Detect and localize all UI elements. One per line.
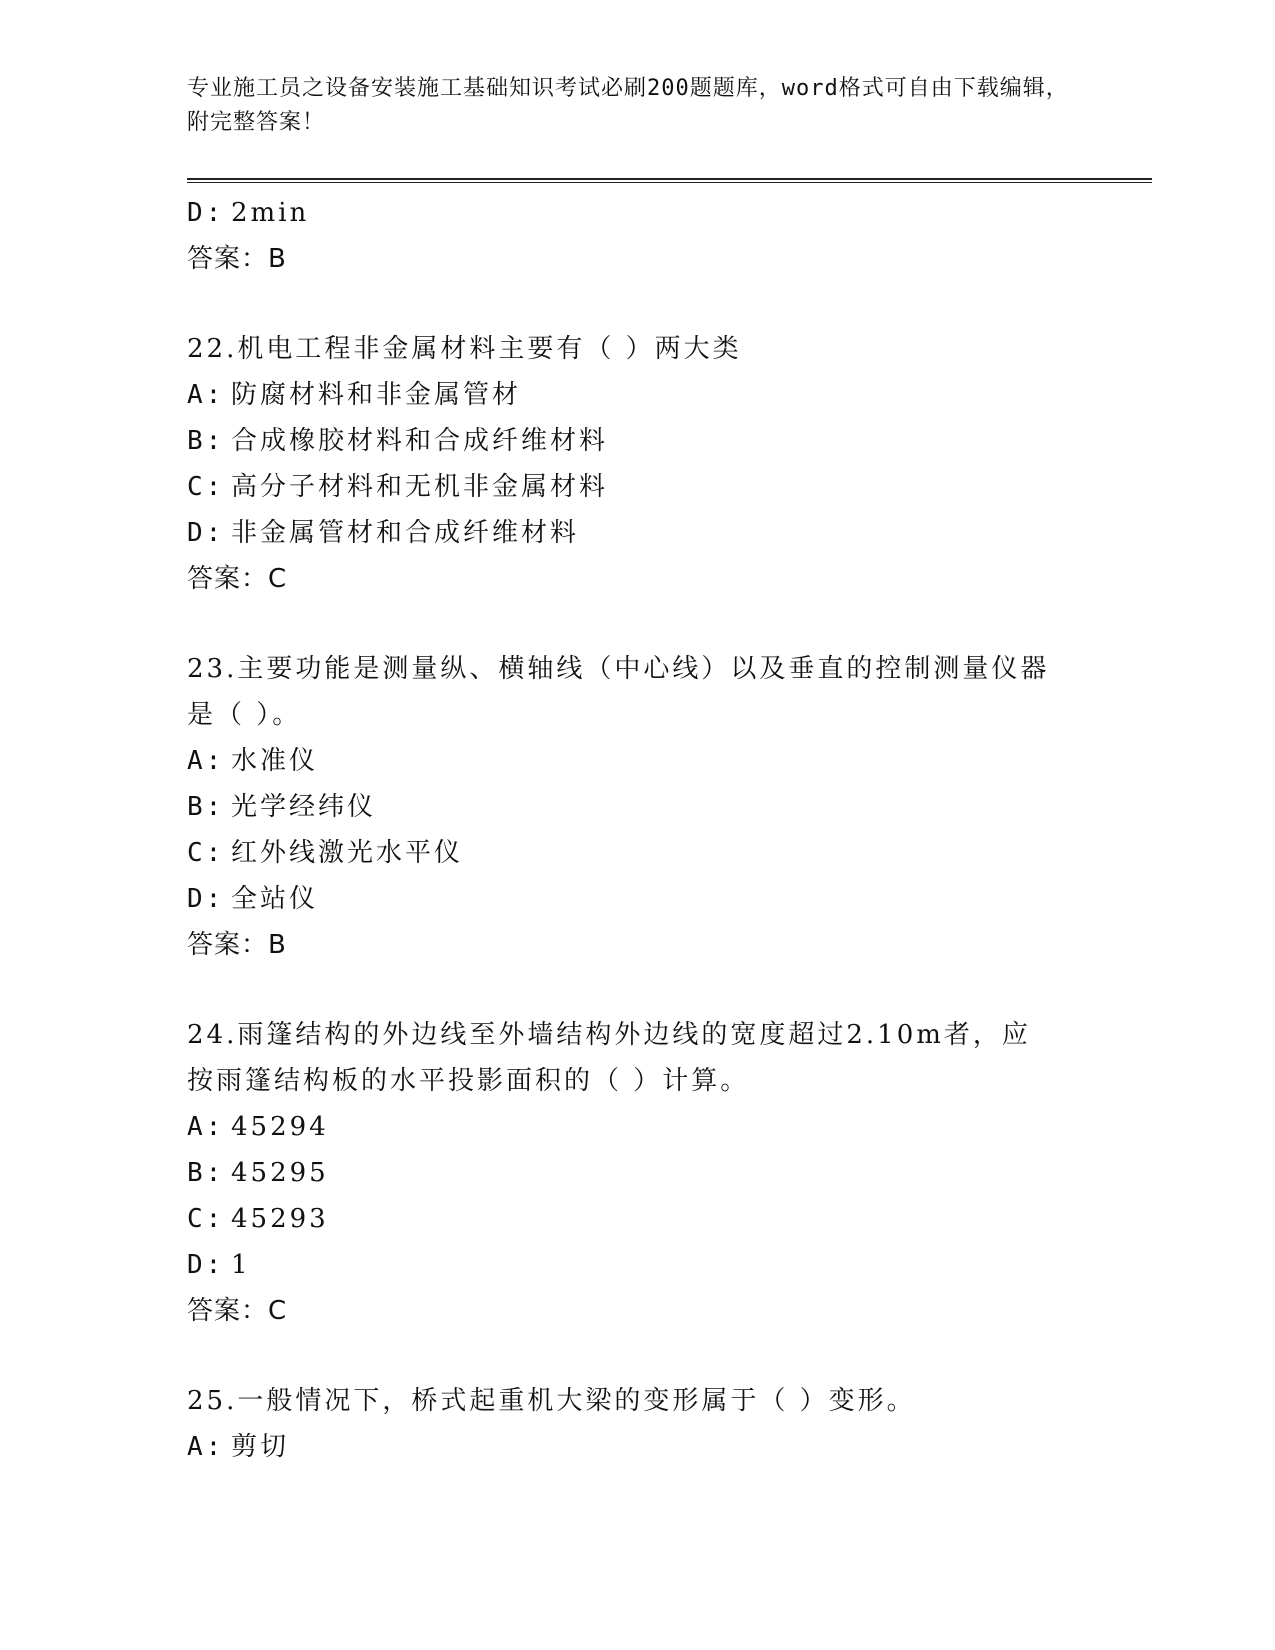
- option-text: 水准仪: [231, 746, 319, 776]
- page-header: [187, 72, 1087, 140]
- option-text: 45294: [231, 1112, 329, 1142]
- option-row: [187, 418, 1087, 464]
- option-row: [187, 830, 1087, 876]
- question-22: [187, 326, 1087, 602]
- option-text: 防腐材料和非金属管材: [231, 380, 522, 410]
- option-key: D:: [187, 1250, 225, 1280]
- option-row: [187, 1150, 1087, 1196]
- option-key: A:: [187, 1112, 225, 1142]
- option-key: D:: [187, 518, 225, 548]
- option-text: 高分子材料和无机非金属材料: [231, 472, 609, 502]
- question-stem: 25.一般情况下，桥式起重机大梁的变形属于（ ）变形。: [187, 1386, 916, 1416]
- option-text: 合成橡胶材料和合成纤维材料: [231, 426, 609, 456]
- question-stem: 23.主要功能是测量纵、横轴线（中心线）以及垂直的控制测量仪器是（ ）。: [187, 654, 1050, 730]
- option-text: 1: [231, 1250, 251, 1280]
- option-row: [187, 190, 1087, 236]
- question-content: [187, 190, 1087, 1470]
- header-divider: [187, 178, 1152, 183]
- question-23: [187, 646, 1087, 968]
- option-row: [187, 1104, 1087, 1150]
- option-text: 红外线激光水平仪: [231, 838, 464, 868]
- option-text: 45295: [231, 1158, 329, 1188]
- option-key: D:: [187, 884, 225, 914]
- option-row: [187, 1242, 1087, 1288]
- option-row: [187, 372, 1087, 418]
- option-key: A:: [187, 380, 225, 410]
- question-25: [187, 1378, 1087, 1470]
- option-row: [187, 738, 1087, 784]
- option-row: [187, 1196, 1087, 1242]
- option-key: A:: [187, 746, 225, 776]
- option-row: [187, 510, 1087, 556]
- option-row: [187, 876, 1087, 922]
- option-key: B:: [187, 1158, 225, 1188]
- option-text: 非金属管材和合成纤维材料: [231, 518, 580, 548]
- answer-line: 答案：B: [187, 930, 287, 960]
- answer-line: 答案：C: [187, 1296, 288, 1326]
- question-stem: 22.机电工程非金属材料主要有（ ）两大类: [187, 334, 742, 364]
- option-key: B:: [187, 792, 225, 822]
- answer-line: 答案：C: [187, 564, 288, 594]
- option-text: 剪切: [231, 1432, 290, 1462]
- option-text: 全站仪: [231, 884, 319, 914]
- option-key: D:: [187, 198, 225, 228]
- option-key: C:: [187, 472, 225, 502]
- question-24: [187, 1012, 1087, 1334]
- option-key: C:: [187, 1204, 225, 1234]
- option-row: [187, 464, 1087, 510]
- option-text: 45293: [231, 1204, 329, 1234]
- option-text: 光学经纬仪: [231, 792, 377, 822]
- option-row: [187, 784, 1087, 830]
- question-stem: 24.雨篷结构的外边线至外墙结构外边线的宽度超过2.10m者，应按雨篷结构板的水平投影面积的（ ）计算。: [187, 1020, 1031, 1096]
- header-text: 专业施工员之设备安装施工基础知识考试必刷200题题库，word格式可自由下载编辑，附完整答案！: [187, 76, 1069, 135]
- option-text: 2min: [231, 198, 310, 228]
- option-row: [187, 1424, 1087, 1470]
- option-key: A:: [187, 1432, 225, 1462]
- option-key: C:: [187, 838, 225, 868]
- option-key: B:: [187, 426, 225, 456]
- answer-line: 答案：B: [187, 244, 287, 274]
